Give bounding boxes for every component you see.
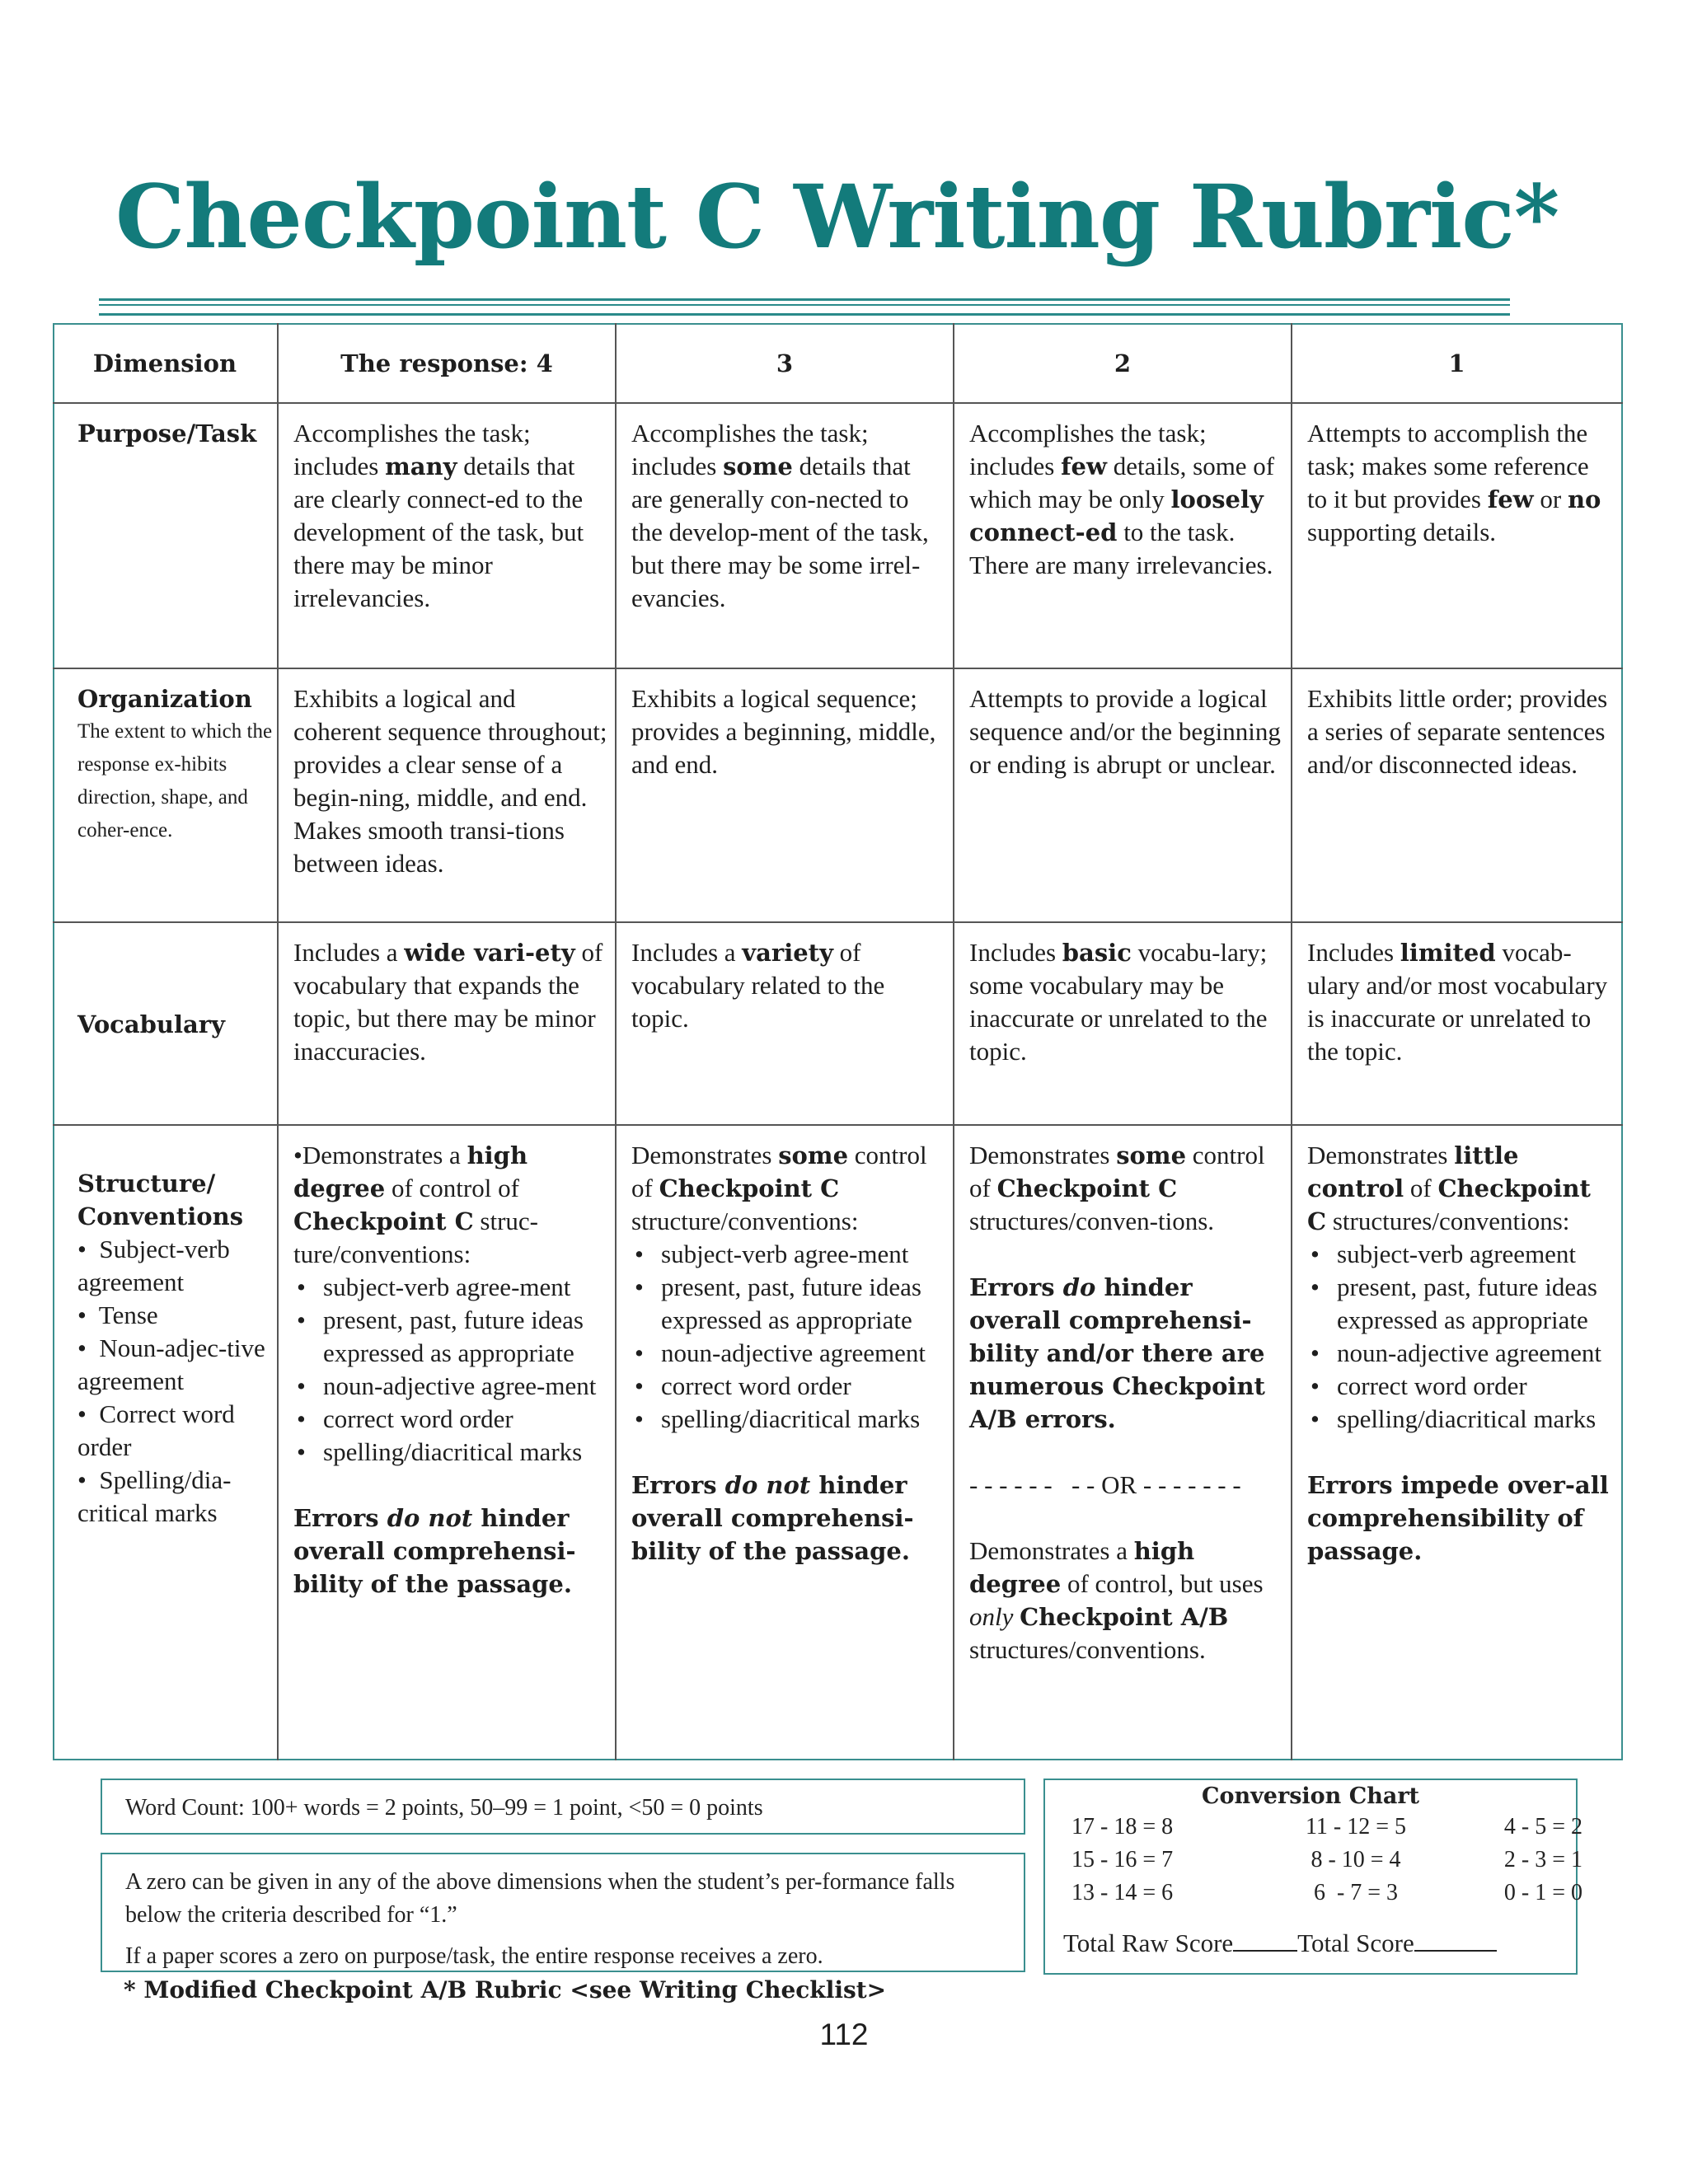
list-item: • correct word order bbox=[661, 1370, 946, 1403]
list-item: • subject-verb agree-ment bbox=[323, 1271, 608, 1304]
conversion-cell: 4 - 5 = 2 bbox=[1503, 1814, 1582, 1840]
header-score-3: 3 bbox=[616, 324, 954, 403]
score-totals bbox=[1063, 1929, 1497, 1958]
dimension-vocabulary: Vocabulary bbox=[54, 922, 278, 1125]
purpose-score-3: Accomplishes the task; includes some details that are generally con-nected to the develop-ment of the task, but there may be some irrel-evancies. bbox=[616, 403, 954, 668]
list-item: • present, past, future ideas expressed as appropriate bbox=[1337, 1271, 1615, 1337]
list-item: • noun-adjective agreement bbox=[1337, 1337, 1615, 1370]
word-count-box: Word Count: 100+ words = 2 points, 50–99 = 1 point, <50 = 0 points bbox=[101, 1779, 1025, 1835]
list-item: • Tense bbox=[77, 1301, 158, 1329]
page-title: Checkpoint C Writing Rubric* bbox=[115, 165, 1559, 268]
total-raw-score-field[interactable] bbox=[1233, 1929, 1297, 1952]
list-item: • noun-adjective agreement bbox=[661, 1337, 946, 1370]
conversion-cell: 2 - 3 = 1 bbox=[1503, 1847, 1582, 1872]
list-item: • Noun-adjec-tive agreement bbox=[77, 1333, 265, 1395]
list-item: • spelling/diacritical marks bbox=[1337, 1403, 1615, 1436]
vocabulary-score-3: Includes a variety of vocabulary related to the topic. bbox=[616, 922, 954, 1125]
structure-score-1: Demonstrates little control of Checkpoint C structures/conventions: • subject-verb agreement • present, past, future ideas expressed as appropriate • noun-adjective agreement • correct word order • spelling/diacritical marks Errors impede over-all comprehensibility of passage. bbox=[1292, 1125, 1622, 1760]
vocabulary-score-1: Includes limited vocab-ulary and/or most vocabulary is inaccurate or unrelated to the topic. bbox=[1292, 922, 1622, 1125]
row-structure-conventions bbox=[54, 1125, 1622, 1760]
list-item: • present, past, future ideas expressed as appropriate bbox=[661, 1271, 946, 1337]
purpose-score-4: Accomplishes the task; includes many details that are clearly connect-ed to the development of the task, but there may be minor irrelevancies. bbox=[278, 403, 616, 668]
conversion-chart-grid bbox=[1071, 1811, 1582, 1910]
dimension-organization: Organization The extent to which the response ex-hibits direction, shape, and coher-ence. bbox=[54, 668, 278, 922]
row-organization bbox=[54, 668, 1622, 922]
list-item: • subject-verb agreement bbox=[1337, 1238, 1615, 1271]
organization-score-4: Exhibits a logical and coherent sequence throughout; provides a clear sense of a begin-ning, middle, and end. Makes smooth transi-tions between ideas. bbox=[278, 668, 616, 922]
purpose-score-1: Attempts to accomplish the task; makes some reference to it but provides few or no supporting details. bbox=[1292, 403, 1622, 668]
structure-score-3: Demonstrates some control of Checkpoint C structure/conventions: • subject-verb agree-ment • present, past, future ideas expressed as appropriate • noun-adjective agreement • correct word order • spelling/diacritical marks Errors do not hinder overall comprehensi-bility of the passage. bbox=[616, 1125, 954, 1760]
organization-description: The extent to which the response ex-hibits direction, shape, and coher-ence. bbox=[77, 720, 273, 841]
row-vocabulary bbox=[54, 922, 1622, 1125]
purpose-score-2: Accomplishes the task; includes few details, some of which may be only loosely connect-ed to the task. There are many irrelevancies. bbox=[954, 403, 1292, 668]
conversion-chart-box bbox=[1043, 1779, 1582, 1975]
vocabulary-score-4: Includes a wide vari-ety of vocabulary that expands the topic, but there may be minor inaccuracies. bbox=[278, 922, 616, 1125]
list-item: • present, past, future ideas expressed as appropriate bbox=[323, 1304, 608, 1370]
list-item: • Correct word order bbox=[77, 1399, 235, 1461]
list-item: • noun-adjective agree-ment bbox=[323, 1370, 608, 1403]
vocabulary-score-2: Includes basic vocabu-lary; some vocabulary may be inaccurate or unrelated to the topic. bbox=[954, 922, 1292, 1125]
structure-score-2: Demonstrates some control of Checkpoint C structures/conven-tions. Errors do hinder overall comprehensi-bility and/or there are numerous Checkpoint A/B errors. - - - - - - - - OR - - - - - - - Demonstrates a high degree of control, but uses only Checkpoint A/B structures/conventions. bbox=[954, 1125, 1292, 1760]
conversion-cell: 15 - 16 = 7 bbox=[1071, 1847, 1174, 1872]
rubric-table bbox=[53, 323, 1623, 1760]
header-row bbox=[54, 324, 1622, 403]
organization-score-3: Exhibits a logical sequence; provides a beginning, middle, and end. bbox=[616, 668, 954, 922]
total-raw-score-label: Total Raw Score bbox=[1063, 1929, 1234, 1957]
structure-criteria-list bbox=[77, 1233, 275, 1530]
conversion-cell: 0 - 1 = 0 bbox=[1503, 1880, 1582, 1905]
list-item: • spelling/diacritical marks bbox=[661, 1403, 946, 1436]
row-purpose-task bbox=[54, 403, 1622, 668]
total-score-field[interactable] bbox=[1414, 1929, 1497, 1952]
dimension-purpose-task: Purpose/Task bbox=[54, 403, 278, 668]
conversion-cell: 6 - 7 = 3 bbox=[1313, 1880, 1399, 1905]
footnote: * Modified Checkpoint A/B Rubric <see Writing Checklist> bbox=[124, 1976, 887, 2004]
total-score-label: Total Score bbox=[1297, 1929, 1414, 1957]
organization-score-2: Attempts to provide a logical sequence and/or the beginning or ending is abrupt or unclear. bbox=[954, 668, 1292, 922]
page-number: 112 bbox=[819, 2018, 869, 2051]
header-score-2: 2 bbox=[954, 324, 1292, 403]
list-item: • subject-verb agree-ment bbox=[661, 1238, 946, 1271]
list-item: • correct word order bbox=[1337, 1370, 1615, 1403]
conversion-cell: 11 - 12 = 5 bbox=[1305, 1814, 1407, 1840]
conversion-cell: 8 - 10 = 4 bbox=[1311, 1847, 1401, 1872]
list-item: • correct word order bbox=[323, 1403, 608, 1436]
dimension-structure-conventions: Structure/ Conventions • Subject-verb agreement • Tense • Noun-adjec-tive agreement • Correct word order • Spelling/dia-critical marks bbox=[54, 1125, 278, 1760]
or-divider: - - - - - - - - OR - - - - - - - bbox=[969, 1470, 1241, 1499]
title-double-rule bbox=[99, 298, 1510, 316]
header-dimension: Dimension bbox=[54, 324, 278, 403]
zero-note-criteria: A zero can be given in any of the above dimensions when the student’s per-formance falls below the criteria described for “1.” bbox=[125, 1869, 955, 1928]
organization-score-1: Exhibits little order; provides a series of separate sentences and/or disconnected ideas. bbox=[1292, 668, 1622, 922]
conversion-cell: 13 - 14 = 6 bbox=[1071, 1880, 1174, 1905]
conversion-cell: 17 - 18 = 8 bbox=[1071, 1814, 1174, 1840]
structure-score-4: •Demonstrates a high degree of control of Checkpoint C struc-ture/conventions: • subject-verb agree-ment • present, past, future ideas expressed as appropriate • noun-adjective agree-ment • correct word order • spelling/diacritical marks Errors do not hinder overall comprehensi-bility of the passage. bbox=[278, 1125, 616, 1760]
list-item: • spelling/diacritical marks bbox=[323, 1436, 608, 1469]
header-score-4: The response: 4 bbox=[278, 324, 616, 403]
zero-score-note-box bbox=[101, 1853, 1025, 1972]
conversion-chart-title: Conversion Chart bbox=[1201, 1783, 1420, 1809]
list-item: • Spelling/dia-critical marks bbox=[77, 1465, 232, 1527]
header-score-1: 1 bbox=[1292, 324, 1622, 403]
list-item: • Subject-verb agreement bbox=[77, 1235, 230, 1296]
zero-note-purpose: If a paper scores a zero on purpose/task, the entire response receives a zero. bbox=[125, 1943, 823, 1969]
